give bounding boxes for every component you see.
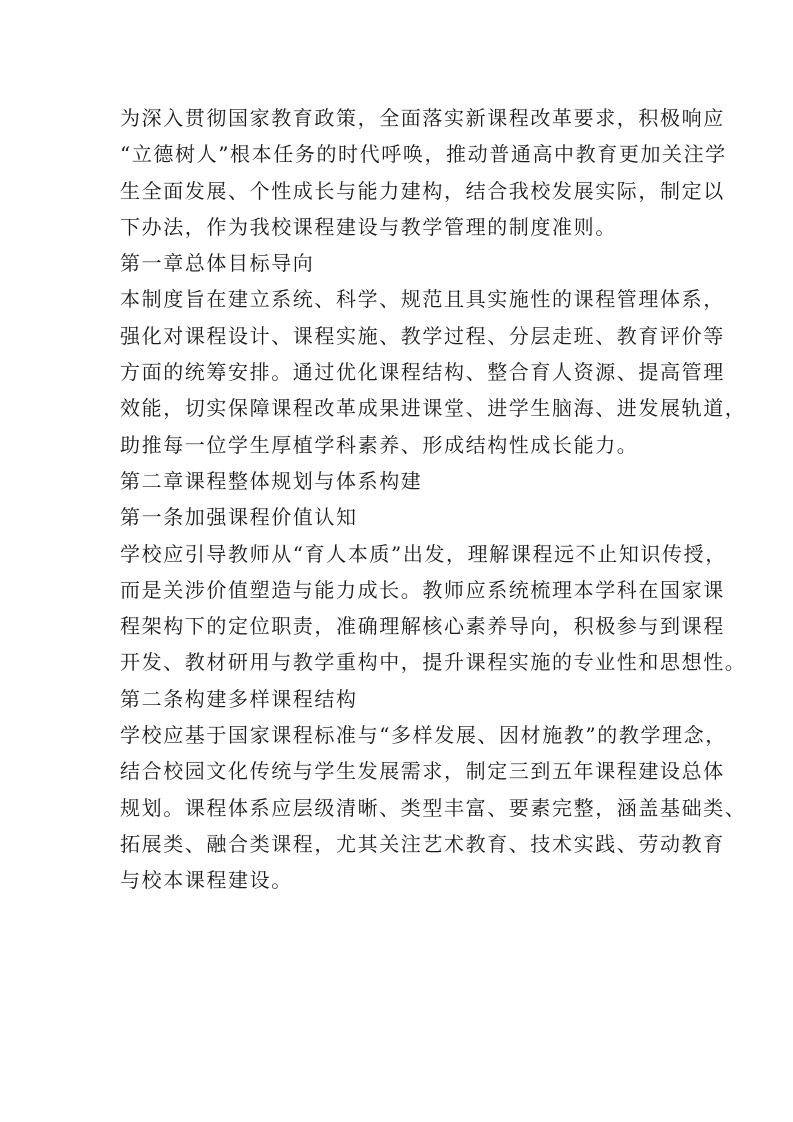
text-line: 与校本课程建设。 xyxy=(120,868,293,893)
heading-text: 第二条构建多样课程结构 xyxy=(120,686,358,711)
heading-text: 第一章总体目标导向 xyxy=(120,251,315,276)
text-line: 方面的统筹安排。通过优化课程结构、整合育人资源、提高管理 xyxy=(120,360,725,385)
text-line: 本制度旨在建立系统、科学、规范且具实施性的课程管理体系， xyxy=(120,287,725,312)
chapter-one-paragraph xyxy=(120,281,747,462)
text-line: 而是关涉价值塑造与能力成长。教师应系统梳理本学科在国家课 xyxy=(120,577,725,602)
text-line: “立德树人”根本任务的时代呼唤，推动普通高中教育更加关注学 xyxy=(120,142,727,167)
text-line: 结合校园文化传统与学生发展需求，制定三到五年课程建设总体 xyxy=(120,759,725,784)
text-line: 开发、教材研用与教学重构中，提升课程实施的专业性和思想性。 xyxy=(120,650,747,675)
text-line: 拓展类、融合类课程，尤其关注艺术教育、技术实践、劳动教育 xyxy=(120,831,725,856)
text-line: 下办法，作为我校课程建设与教学管理的制度准则。 xyxy=(120,214,617,239)
text-line: 程架构下的定位职责，准确理解核心素养导向，积极参与到课程 xyxy=(120,614,725,639)
chapter-heading xyxy=(120,463,676,499)
article-heading xyxy=(120,681,676,717)
text-line: 为深入贯彻国家教育政策，全面落实新课程改革要求，积极响应 xyxy=(120,106,725,130)
text-line: 学校应引导教师从“育人本质”出发，理解课程远不止知识传授， xyxy=(120,541,727,566)
text-line: 生全面发展、个性成长与能力建构，结合我校发展实际，制定以 xyxy=(120,178,725,203)
article-one-paragraph xyxy=(120,536,747,681)
heading-text: 第一条加强课程价值认知 xyxy=(120,505,358,530)
heading-text: 第二章课程整体规划与体系构建 xyxy=(120,468,423,493)
text-line: 强化对课程设计、课程实施、教学过程、分层走班、教育评价等 xyxy=(120,323,725,348)
text-line: 规划。课程体系应层级清晰、类型丰富、要素完整，涵盖基础类、 xyxy=(120,795,747,820)
article-heading xyxy=(120,499,676,535)
text-line: 学校应基于国家课程标准与“多样发展、因材施教”的教学理念， xyxy=(120,723,727,748)
text-line: 助推每一位学生厚植学科素养、形成结构性成长能力。 xyxy=(120,432,639,457)
document-page xyxy=(120,100,747,899)
chapter-heading xyxy=(120,245,676,281)
article-two-paragraph xyxy=(120,717,747,898)
intro-paragraph xyxy=(120,100,727,245)
text-line: 效能，切实保障课程改革成果进课堂、进学生脑海、进发展轨道， xyxy=(120,396,747,421)
